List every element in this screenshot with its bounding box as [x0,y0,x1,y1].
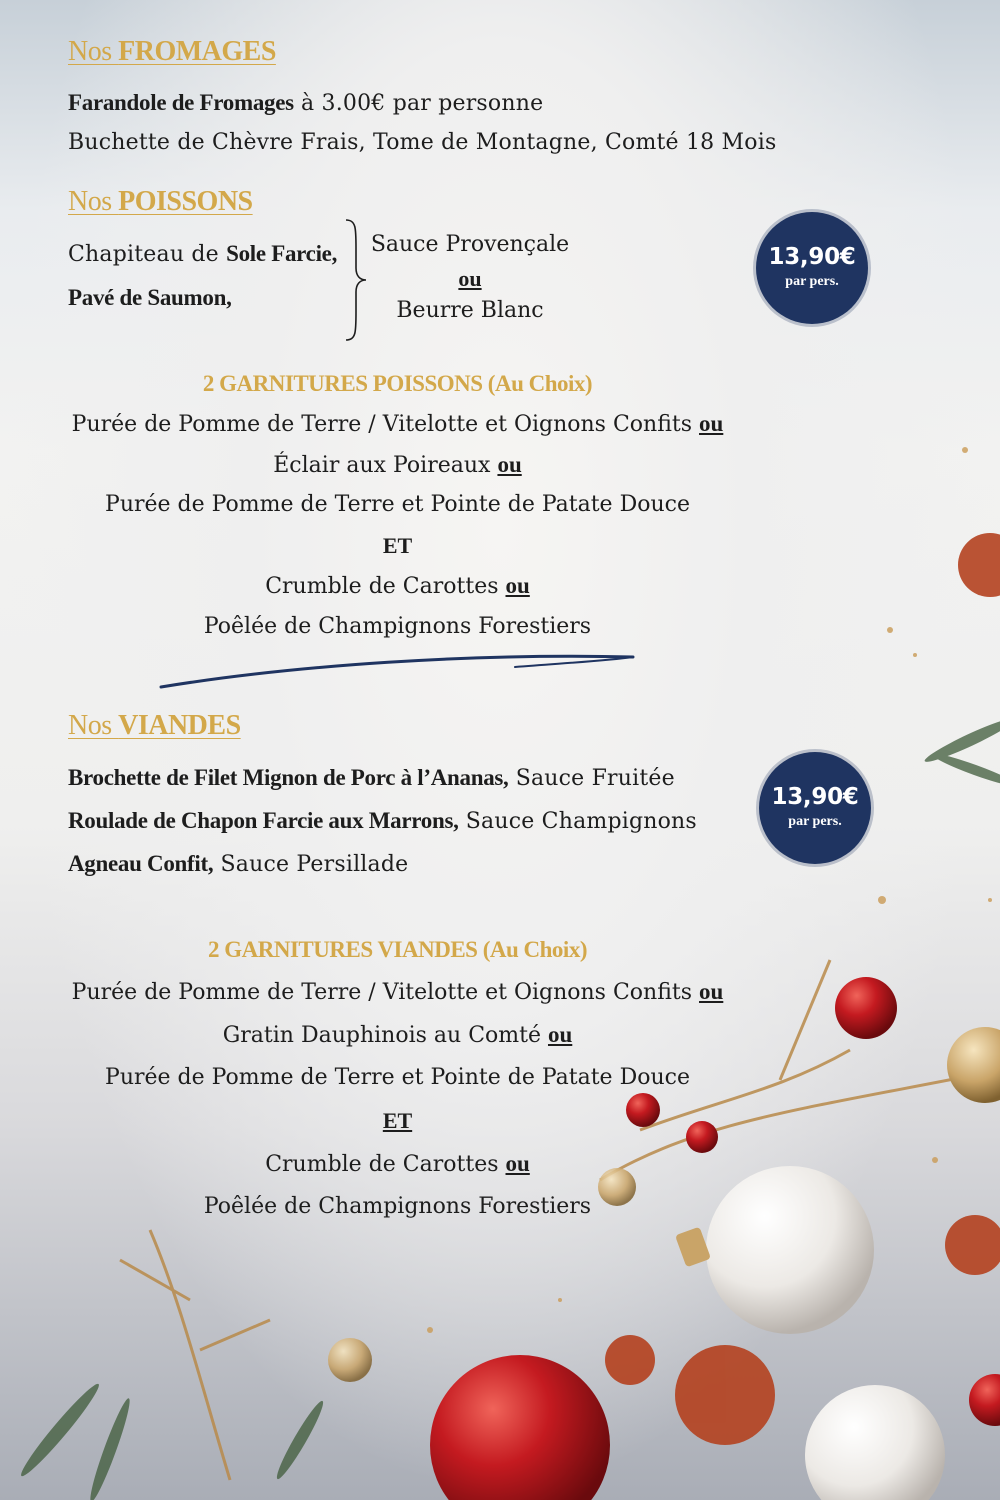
viandes-badge-price: 13,90€ [771,784,859,810]
poissons-title-main: POISSONS [118,186,253,217]
poissons-garniture-4-or: ou [505,573,530,598]
viandes-badge-per: par pers. [788,814,842,829]
poissons-garniture-et: ET [382,532,413,558]
viandes-item-3 [68,851,408,877]
viandes-item-2-name: Roulade de Chapon Farcie aux Marrons, [68,808,459,833]
poissons-garniture-2-or: ou [497,451,522,477]
viandes-garniture-4-or: ou [505,1151,530,1176]
poissons-title-prefix: Nos [68,186,119,217]
viandes-item-2-sauce: Sauce Champignons [458,809,697,834]
poissons-item-1-name: Sole Farcie, [226,241,338,266]
viandes-price-badge [759,752,871,864]
fromages-title-prefix: Nos [68,36,119,67]
fromages-line-2: Buchette de Chèvre Frais, Tome de Montagne, Comté 18 Mois [68,130,777,155]
viandes-item-1-sauce: Sauce Fruitée [508,766,675,791]
poissons-sauce-or: ou [458,266,482,291]
viandes-item-1-name: Brochette de Filet Mignon de Porc à l’Ananas, [68,765,509,790]
viandes-garniture-4-text: Crumble de Carottes [265,1152,506,1177]
poissons-sauce-2: Beurre Blanc [396,298,544,323]
poissons-item-1 [68,241,337,267]
viandes-item-2 [68,808,697,834]
viandes-garniture-1 [0,970,795,1013]
viandes-garniture-5: Poêlée de Champignons Forestiers [203,1194,592,1219]
poissons-garniture-1 [0,404,795,445]
poissons-garniture-4-text: Crumble de Carottes [265,574,506,599]
separator-swoosh [155,645,645,695]
poissons-garniture-3: Purée de Pomme de Terre et Pointe de Patate Douce [105,492,690,517]
poissons-garniture-5: Poêlée de Champignons Forestiers [203,613,592,639]
viandes-garnitures-title: 2 GARNITURES VIANDES (Au Choix) [208,937,587,962]
viandes-garnitures [0,930,795,1228]
viandes-title-main: VIANDES [118,710,241,741]
poissons-garniture-1-or: ou [699,411,724,436]
poissons-garniture-4 [0,566,795,607]
viandes-garniture-1-text: Purée de Pomme de Terre / Vitelotte et Oignons Confits [71,980,700,1005]
viandes-title-prefix: Nos [68,710,119,741]
poissons-badge-price: 13,90€ [768,244,856,270]
poissons-garniture-2 [0,445,795,486]
poissons-title [68,186,253,218]
viandes-garniture-1-or: ou [699,979,724,1004]
viandes-item-3-sauce: Sauce Persillade [213,852,409,877]
poissons-item-1-prefix: Chapiteau de [68,242,227,267]
viandes-garniture-3: Purée de Pomme de Terre et Pointe de Patate Douce [105,1065,690,1090]
poissons-badge-per: par pers. [785,274,839,289]
viandes-garniture-2-or: ou [547,1022,573,1047]
poissons-item-2: Pavé de Saumon, [68,285,232,310]
viandes-garniture-et: ET [382,1108,413,1133]
fromages-line-1 [68,90,543,116]
viandes-title [68,710,241,742]
brace-icon [340,218,370,342]
viandes-garniture-4 [0,1142,795,1185]
poissons-garnitures [0,364,795,647]
poissons-garnitures-title: 2 GARNITURES POISSONS (Au Choix) [202,371,593,396]
poissons-sauce-1: Sauce Provençale [370,232,570,257]
fromages-title-main: FROMAGES [118,36,276,67]
viandes-garniture-2 [0,1013,795,1056]
viandes-item-1 [68,765,675,791]
fromages-item-name: Farandole de Fromages [68,90,294,115]
fromages-item-price: à 3.00€ par personne [293,91,544,116]
viandes-garniture-2-text: Gratin Dauphinois au Comté [222,1023,548,1048]
fromages-title [68,36,276,68]
poissons-garniture-2-text: Éclair aux Poireaux [273,452,498,478]
poissons-price-badge [756,212,868,324]
poissons-garniture-1-text: Purée de Pomme de Terre / Vitelotte et Oignons Confits [71,412,700,437]
viandes-item-3-name: Agneau Confit, [68,851,214,876]
